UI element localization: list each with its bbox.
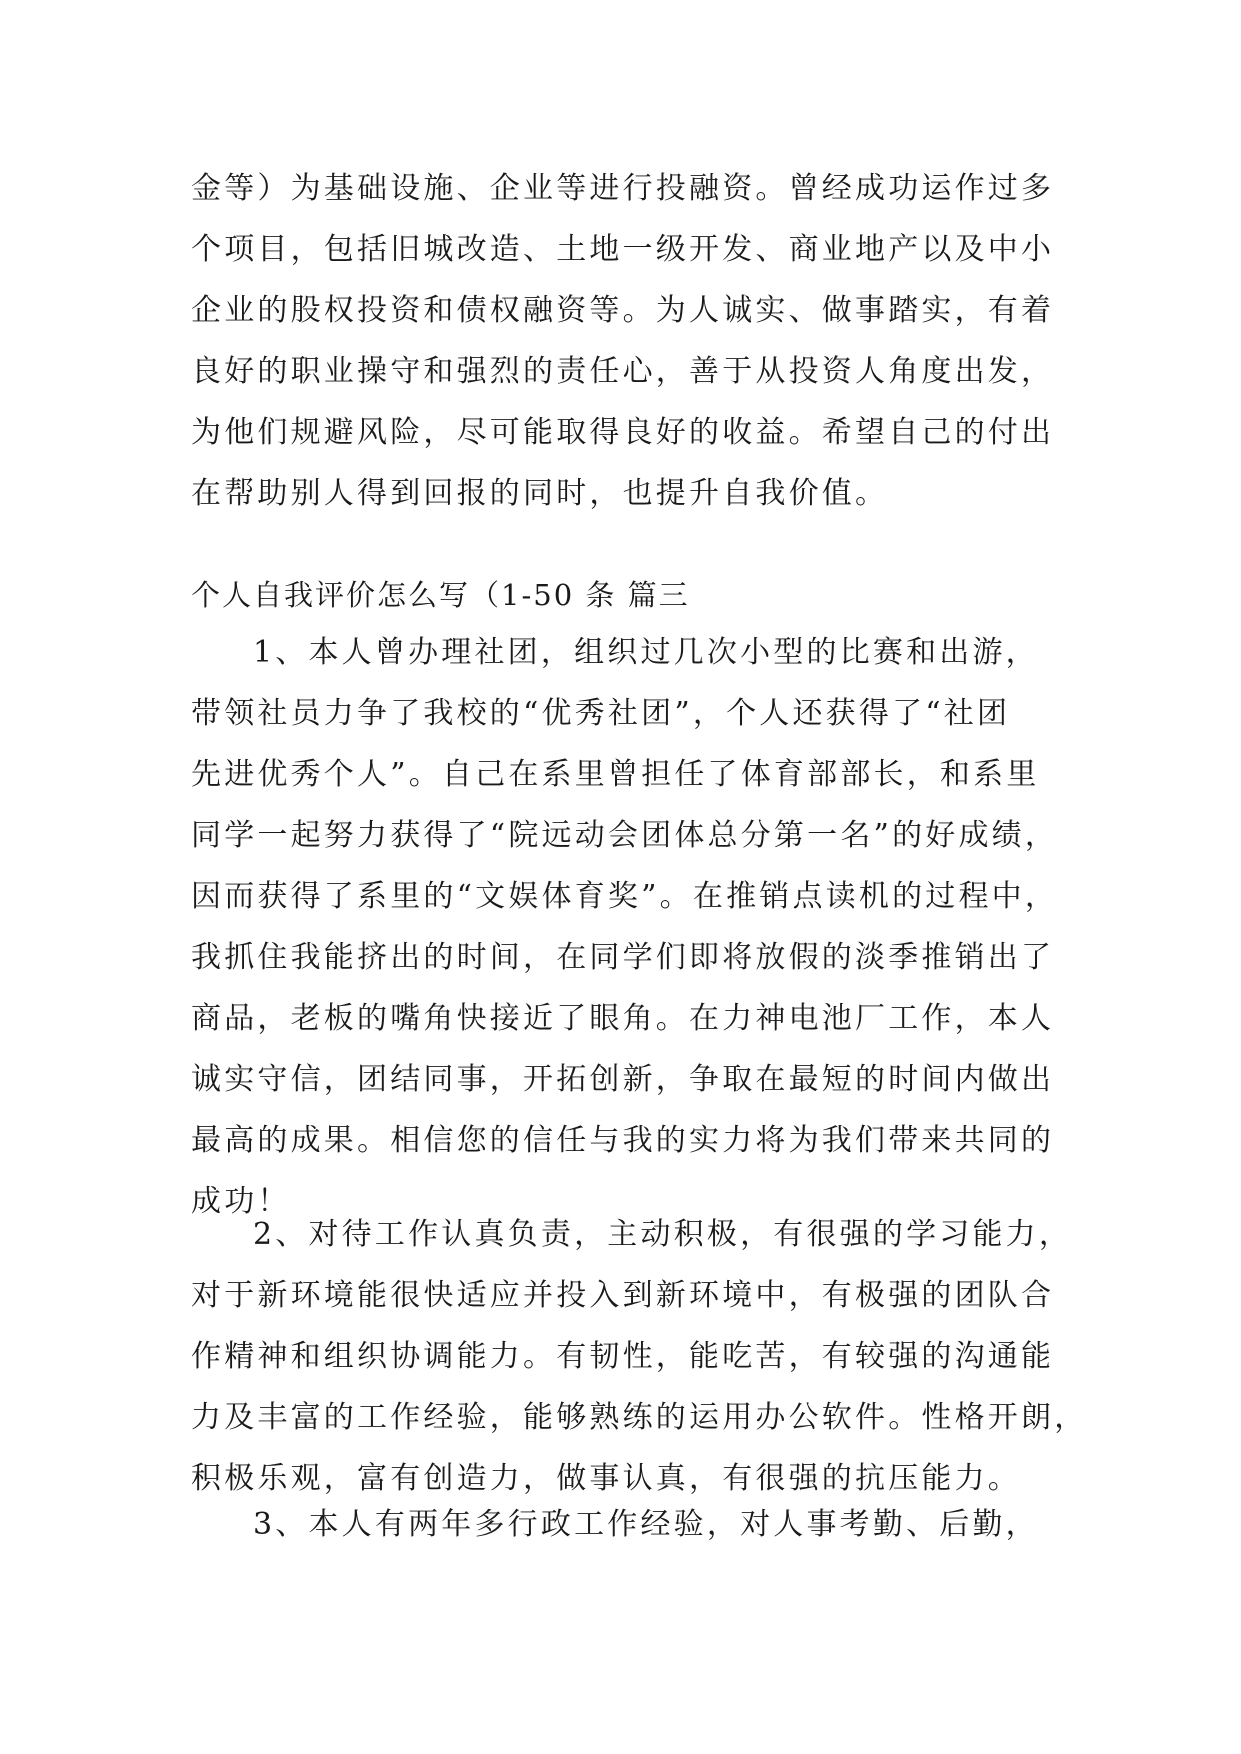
text-line: 企业的股权投资和债权融资等。为人诚实、做事踏实，有着 (191, 293, 1055, 328)
text-line: 个项目，包括旧城改造、土地一级开发、商业地产以及中小 (191, 232, 1055, 267)
text-line: 诚实守信，团结同事，开拓创新，争取在最短的时间内做出 (191, 1062, 1055, 1097)
text-line: 为他们规避风险，尽可能取得良好的收益。希望自己的付出 (191, 415, 1055, 450)
text-line: 商品，老板的嘴角快接近了眼角。在力神电池厂工作，本人 (191, 1001, 1055, 1036)
list-item-1 (191, 622, 1059, 1232)
text-line: 3、本人有两年多行政工作经验，对人事考勤、后勤， (253, 1507, 1039, 1542)
text-line: 良好的职业操守和强烈的责任心，善于从投资人角度出发， (191, 354, 1055, 389)
text-line: 因而获得了系里的“文娱体育奖”。在推销点读机的过程中， (191, 879, 1059, 914)
text-line: 最高的成果。相信您的信任与我的实力将为我们带来共同的 (191, 1123, 1055, 1158)
text-line: 1、本人曾办理社团，组织过几次小型的比赛和出游， (253, 635, 1039, 670)
section-heading (191, 565, 1051, 626)
text-line: 先进优秀个人”。自己在系里曾担任了体育部部长，和系里 (191, 757, 1040, 792)
text-line: 金等）为基础设施、企业等进行投融资。曾经成功运作过多 (191, 171, 1055, 206)
text-line: 积极乐观，富有创造力，做事认真，有很强的抗压能力。 (191, 1461, 1021, 1496)
text-line: 作精神和组织协调能力。有韧性，能吃苦，有较强的沟通能 (191, 1339, 1055, 1374)
text-line: 带领社员力争了我校的“优秀社团”，个人还获得了“社团 (191, 696, 1011, 731)
text-line: 同学一起努力获得了“院远动会团体总分第一名”的好成绩， (191, 818, 1059, 853)
text-line: 力及丰富的工作经验，能够熟练的运用办公软件。性格开朗， (191, 1400, 1088, 1435)
list-item-2 (191, 1204, 1088, 1509)
text-line: 我抓住我能挤出的时间，在同学们即将放假的淡季推销出了 (191, 940, 1055, 975)
section-heading-text: 个人自我评价怎么写（1-50 条 篇三 (191, 578, 690, 612)
list-item-3 (191, 1494, 1051, 1555)
text-line: 成功！ (191, 1184, 291, 1219)
text-line: 对于新环境能很快适应并投入到新环境中，有极强的团队合 (191, 1278, 1055, 1313)
text-line: 在帮助别人得到回报的同时，也提升自我价值。 (191, 476, 889, 511)
text-line: 2、对待工作认真负责，主动积极，有很强的学习能力， (253, 1217, 1073, 1252)
intro-paragraph (191, 158, 1055, 524)
